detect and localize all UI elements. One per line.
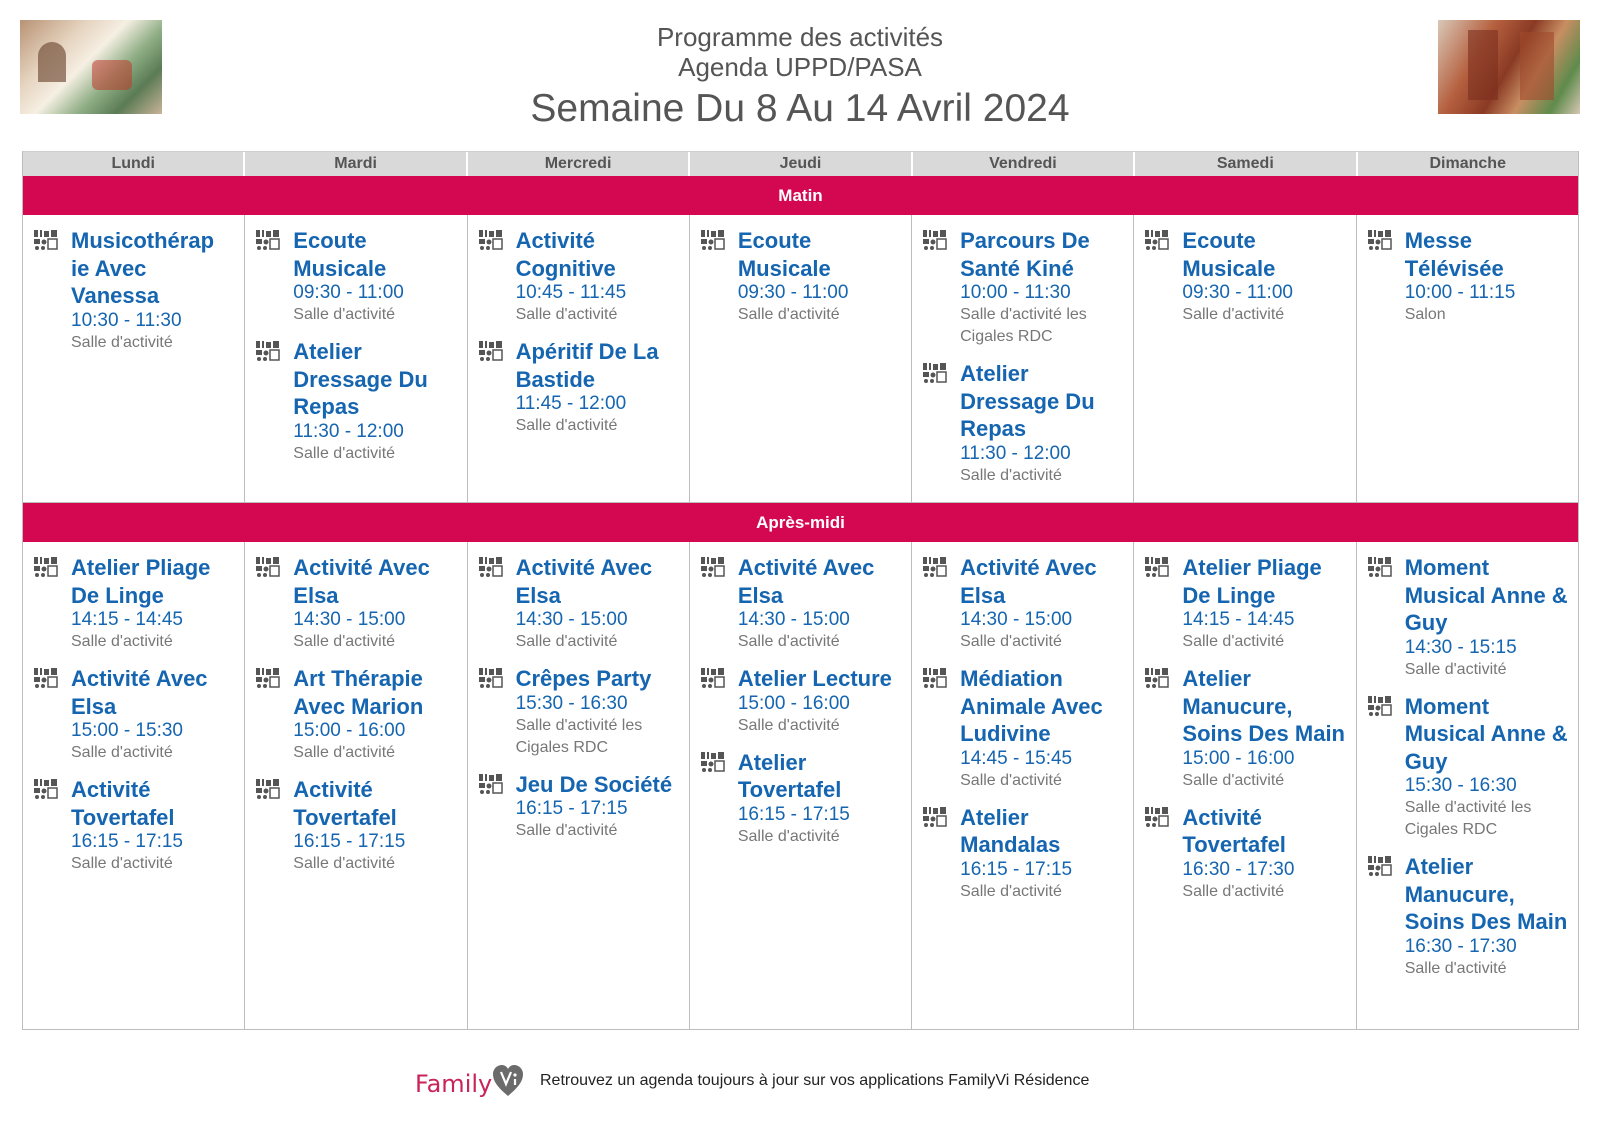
people-activity-icon	[922, 229, 948, 251]
residence-entrance-photo	[1438, 20, 1580, 114]
activity-time: 14:30 - 15:15	[1404, 636, 1517, 658]
activity-location: Salle d'activité	[293, 306, 396, 323]
activity-details	[738, 749, 903, 848]
people-activity-icon	[478, 667, 504, 689]
people-activity-icon	[478, 229, 504, 251]
activity-event[interactable]	[1367, 227, 1570, 326]
day-header: Mardi	[245, 152, 467, 176]
activity-event[interactable]	[478, 338, 681, 437]
activity-title: Parcours De Santé Kiné	[960, 228, 1090, 281]
activity-location: Salle d'activité	[1182, 882, 1285, 900]
activity-title: Atelier Dressage Du Repas	[960, 361, 1095, 441]
activity-title: Activité Avec Elsa	[515, 555, 653, 608]
day-cell	[1357, 542, 1578, 1029]
activity-details	[516, 338, 681, 437]
activity-title: Art Thérapie Avec Marion	[293, 666, 424, 719]
activity-details	[1405, 853, 1570, 980]
activity-time: 16:15 - 17:15	[960, 858, 1073, 880]
activity-time: 16:15 - 17:15	[515, 798, 628, 819]
day-header: Jeudi	[690, 152, 912, 176]
activity-time: 11:30 - 12:00	[293, 420, 404, 442]
activity-time: 15:30 - 16:30	[515, 692, 628, 714]
activity-details	[738, 665, 903, 737]
people-activity-icon	[922, 362, 948, 384]
day-header: Lundi	[23, 152, 245, 176]
people-activity-icon	[255, 556, 281, 578]
activity-title: Activité Avec Elsa	[293, 555, 430, 608]
familyvi-logo-text: Family	[415, 1070, 493, 1098]
activity-title: Activité Cognitive	[515, 228, 616, 281]
people-activity-icon	[255, 667, 281, 689]
activity-event[interactable]	[255, 338, 458, 465]
residence-interior-photo	[20, 20, 162, 114]
activity-event[interactable]	[1144, 227, 1347, 326]
activity-time: 10:00 - 11:15	[1404, 282, 1516, 303]
people-activity-icon	[33, 778, 59, 800]
activity-details	[1405, 693, 1570, 842]
activity-location: Salle d'activité les Cigales RDC	[960, 306, 1087, 345]
day-cell	[912, 215, 1134, 502]
activity-location: Salle d'activité	[293, 444, 396, 462]
activity-event[interactable]	[478, 665, 681, 759]
activity-location: Salle d'activité	[960, 633, 1062, 650]
activity-location: Salle d'activité	[1404, 959, 1507, 977]
people-activity-icon	[478, 340, 504, 362]
activity-details	[960, 804, 1125, 903]
day-header: Mercredi	[468, 152, 690, 176]
activity-event[interactable]	[700, 227, 903, 326]
morning-row	[23, 215, 1578, 503]
activity-details	[516, 554, 681, 653]
activity-time: 15:00 - 16:00	[737, 692, 850, 714]
people-activity-icon	[255, 778, 281, 800]
people-activity-icon	[255, 229, 281, 251]
activity-title: Activité Avec Elsa	[737, 555, 875, 608]
activity-title: Moment Musical Anne & Guy	[1404, 555, 1568, 635]
activity-location: Salle d'activité	[293, 633, 396, 650]
activity-location: Salle d'activité	[515, 306, 618, 323]
activity-location: Salle d'activité	[71, 744, 173, 761]
familyvi-heart-logo	[492, 1064, 524, 1098]
people-activity-icon	[1144, 667, 1170, 689]
activity-event[interactable]	[922, 360, 1125, 487]
day-cell	[690, 542, 912, 1029]
day-cell	[1357, 215, 1578, 502]
people-activity-icon	[33, 556, 59, 578]
activity-details	[738, 227, 903, 326]
activity-location: Salle d'activité	[960, 466, 1062, 484]
activity-title: Crêpes Party	[515, 666, 652, 691]
people-activity-icon	[33, 667, 59, 689]
weekly-schedule	[22, 151, 1579, 1030]
activity-details	[960, 554, 1125, 653]
day-header: Vendredi	[913, 152, 1135, 176]
activity-location: Salle d'activité les Cigales RDC	[515, 716, 643, 756]
people-activity-icon	[1367, 556, 1393, 578]
activity-time: 11:45 - 12:00	[515, 393, 627, 414]
people-activity-icon	[700, 229, 726, 251]
activity-title: Apéritif De La Bastide	[515, 339, 659, 392]
activity-location: Salle d'activité	[71, 855, 173, 872]
activity-time: 10:00 - 11:30	[960, 282, 1071, 303]
activity-time: 14:30 - 15:00	[293, 609, 406, 630]
people-activity-icon	[1144, 806, 1170, 828]
activity-time: 16:30 - 17:30	[1182, 858, 1295, 880]
activity-time: 16:30 - 17:30	[1404, 935, 1517, 957]
activity-event[interactable]	[1367, 853, 1570, 980]
activity-event[interactable]	[1144, 804, 1347, 903]
day-cell	[912, 542, 1134, 1029]
page-header	[0, 0, 1600, 140]
afternoon-band: Après-midi	[23, 503, 1578, 542]
activity-location: Salle d'activité	[960, 882, 1062, 900]
activity-details	[516, 665, 681, 759]
people-activity-icon	[922, 556, 948, 578]
activity-title: Atelier Tovertafel	[737, 749, 842, 802]
activity-details	[960, 665, 1125, 792]
people-activity-icon	[922, 667, 948, 689]
activity-title: Atelier Lecture	[737, 666, 892, 691]
people-activity-icon	[700, 667, 726, 689]
activity-title: Atelier Mandalas	[960, 804, 1061, 857]
people-activity-icon	[700, 751, 726, 773]
activity-time: 14:15 - 14:45	[71, 609, 183, 630]
day-header-row	[23, 151, 1578, 176]
activity-details	[960, 360, 1125, 487]
activity-event[interactable]	[700, 554, 903, 653]
activity-title: Moment Musical Anne & Guy	[1404, 693, 1568, 774]
people-activity-icon	[1367, 695, 1393, 717]
activity-title: Ecoute Musicale	[1182, 228, 1276, 281]
activity-title: Atelier Manucure, Soins Des Main	[1182, 666, 1345, 746]
program-title: Programme des activités	[656, 22, 944, 52]
day-cell	[1134, 542, 1356, 1029]
activity-details	[71, 665, 236, 764]
footer-message: Retrouvez un agenda toujours à jour sur vos applications FamilyVi Résidence	[540, 1072, 1090, 1089]
day-cell	[690, 215, 912, 502]
activity-location: Salle d'activité	[737, 633, 840, 650]
people-activity-icon	[1367, 229, 1393, 251]
activity-time: 16:15 - 17:15	[293, 831, 406, 852]
activity-location: Salle d'activité	[737, 716, 840, 734]
day-header: Samedi	[1135, 152, 1357, 176]
page-footer	[0, 1058, 1600, 1102]
activity-title: Médiation Animale Avec Ludivine	[960, 666, 1103, 746]
day-header: Dimanche	[1429, 155, 1506, 172]
day-cell	[23, 542, 245, 1029]
activity-details	[1182, 665, 1347, 792]
people-activity-icon	[478, 556, 504, 578]
activity-event[interactable]	[700, 665, 903, 737]
activity-time: 09:30 - 11:00	[293, 282, 404, 303]
activity-details	[1182, 804, 1347, 903]
week-title: Semaine Du 8 Au 14 Avril 2024	[530, 87, 1070, 130]
activity-details	[293, 338, 458, 465]
activity-title: Atelier Dressage Du Repas	[293, 339, 428, 419]
activity-details	[516, 771, 681, 843]
activity-location: Salle d'activité les Cigales RDC	[1404, 799, 1532, 838]
activity-event[interactable]	[255, 776, 458, 875]
activity-title: Ecoute Musicale	[293, 228, 387, 281]
activity-details	[293, 665, 458, 764]
activity-location: Salle d'activité	[737, 306, 840, 323]
activity-location: Salle d'activité	[515, 822, 618, 839]
activity-time: 15:30 - 16:30	[1404, 775, 1517, 796]
activity-title: Jeu De Société	[515, 771, 673, 797]
people-activity-icon	[255, 340, 281, 362]
activity-time: 09:30 - 11:00	[737, 282, 849, 303]
activity-time: 16:15 - 17:15	[737, 803, 850, 825]
people-activity-icon	[478, 773, 504, 795]
activity-event[interactable]	[33, 665, 236, 764]
activity-details	[960, 227, 1125, 348]
activity-event[interactable]	[922, 665, 1125, 792]
activity-event[interactable]	[478, 227, 681, 326]
activity-title: Activité Tovertafel	[1182, 804, 1286, 857]
activity-location: Salle d'activité	[71, 333, 173, 351]
activity-title: Messe Télévisée	[1404, 228, 1504, 281]
activity-event[interactable]	[700, 749, 903, 848]
day-cell	[23, 215, 245, 502]
activity-location: Salle d'activité	[71, 633, 173, 650]
activity-event[interactable]	[1144, 665, 1347, 792]
day-cell	[468, 215, 690, 502]
activity-time: 14:30 - 15:00	[960, 609, 1073, 630]
activity-event[interactable]	[255, 554, 458, 653]
activity-title: Atelier Manucure, Soins Des Main	[1404, 854, 1568, 934]
activity-details	[71, 776, 236, 875]
day-cell	[245, 215, 467, 502]
activity-location: Salle d'activité	[1182, 633, 1285, 650]
activity-details	[1405, 554, 1570, 681]
activity-location: Salle d'activité	[515, 633, 618, 650]
activity-event[interactable]	[255, 665, 458, 764]
activity-location: Salle d'activité	[293, 744, 396, 761]
activity-event[interactable]	[33, 554, 236, 653]
day-cell	[468, 542, 690, 1029]
activity-details	[293, 227, 458, 326]
activity-details	[516, 227, 681, 326]
activity-event[interactable]	[922, 554, 1125, 653]
header-titles	[300, 22, 1300, 134]
activity-event[interactable]	[33, 776, 236, 875]
activity-title: Atelier Pliage De Linge	[1182, 555, 1322, 608]
activity-title: Activité Avec Elsa	[71, 666, 208, 719]
activity-title: Musicothérap ie Avec Vanessa	[71, 228, 215, 308]
day-cell	[1134, 215, 1356, 502]
activity-time: 11:30 - 12:00	[960, 442, 1071, 464]
activity-event[interactable]	[478, 554, 681, 653]
activity-location: Salon	[1404, 306, 1446, 323]
people-activity-icon	[1367, 855, 1393, 877]
day-cell	[245, 542, 467, 1029]
activity-time: 16:15 - 17:15	[71, 831, 183, 852]
afternoon-row	[23, 542, 1578, 1030]
activity-time: 10:45 - 11:45	[515, 282, 627, 303]
activity-time: 14:45 - 15:45	[960, 747, 1073, 769]
activity-details	[1405, 227, 1570, 326]
activity-location: Salle d'activité	[1404, 660, 1507, 678]
people-activity-icon	[33, 229, 59, 251]
activity-time: 14:30 - 15:00	[515, 609, 628, 630]
activity-location: Salle d'activité	[515, 417, 618, 434]
activity-time: 14:15 - 14:45	[1182, 609, 1295, 630]
people-activity-icon	[700, 556, 726, 578]
activity-details	[71, 227, 236, 354]
activity-event[interactable]	[33, 227, 236, 354]
activity-details	[1182, 227, 1347, 326]
activity-location: Salle d'activité	[293, 855, 396, 872]
activity-event[interactable]	[922, 804, 1125, 903]
people-activity-icon	[1144, 229, 1170, 251]
activity-location: Salle d'activité	[960, 771, 1062, 789]
activity-location: Salle d'activité	[737, 827, 840, 845]
activity-event[interactable]	[478, 771, 681, 843]
activity-time: 15:00 - 16:00	[293, 720, 406, 741]
activity-details	[293, 776, 458, 875]
agenda-subtitle: Agenda UPPD/PASA	[678, 52, 922, 82]
activity-time: 09:30 - 11:00	[1182, 282, 1293, 303]
people-activity-icon	[1144, 556, 1170, 578]
activity-time: 10:30 - 11:30	[71, 309, 182, 331]
activity-event[interactable]	[1367, 554, 1570, 681]
activity-details	[293, 554, 458, 653]
activity-title: Ecoute Musicale	[737, 228, 831, 281]
activity-details	[1182, 554, 1347, 653]
activity-title: Activité Tovertafel	[71, 777, 175, 830]
activity-time: 14:30 - 15:00	[737, 609, 850, 630]
activity-event[interactable]	[1144, 554, 1347, 653]
activity-event[interactable]	[922, 227, 1125, 348]
activity-time: 15:00 - 16:00	[1182, 747, 1295, 769]
activity-details	[71, 554, 236, 653]
activity-time: 15:00 - 15:30	[71, 720, 183, 741]
activity-title: Activité Tovertafel	[293, 777, 397, 830]
activity-location: Salle d'activité	[1182, 771, 1285, 789]
people-activity-icon	[922, 806, 948, 828]
activity-event[interactable]	[255, 227, 458, 326]
activity-details	[738, 554, 903, 653]
activity-event[interactable]	[1367, 693, 1570, 842]
activity-title: Atelier Pliage De Linge	[71, 555, 211, 608]
activity-title: Activité Avec Elsa	[960, 555, 1097, 608]
activity-location: Salle d'activité	[1182, 306, 1285, 323]
morning-band: Matin	[23, 176, 1578, 215]
